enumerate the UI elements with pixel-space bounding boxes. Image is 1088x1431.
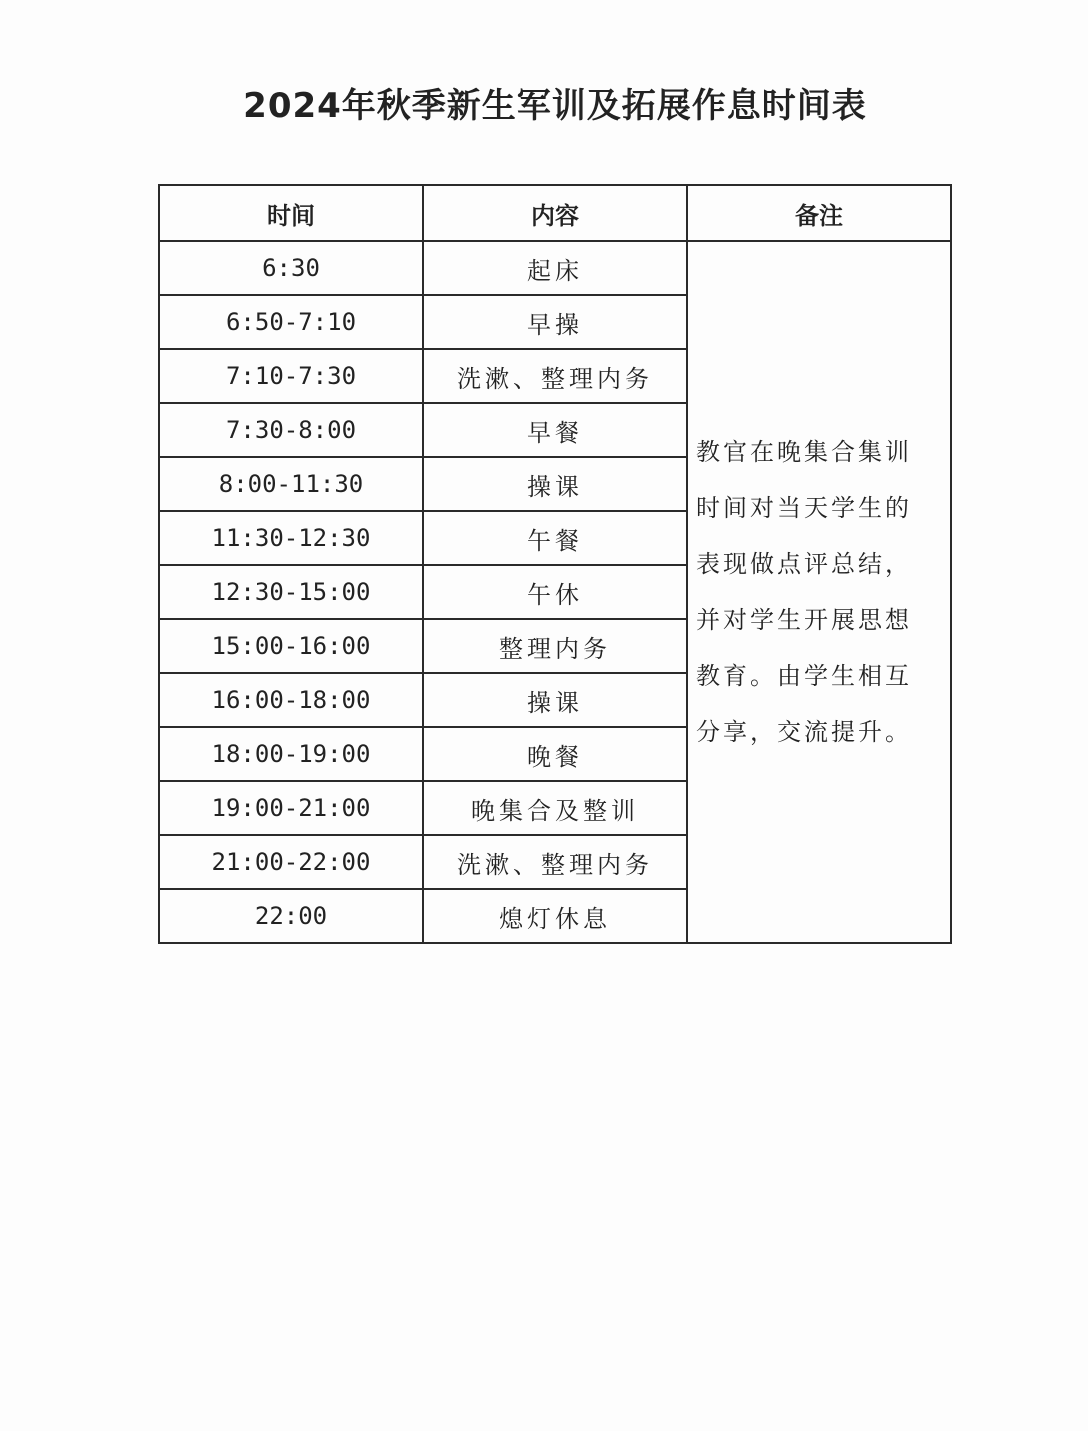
time-cell: 19:00-21:00 — [159, 781, 423, 835]
content-cell: 早操 — [423, 295, 687, 349]
content-cell: 晚集合及整训 — [423, 781, 687, 835]
time-cell: 15:00-16:00 — [159, 619, 423, 673]
time-cell: 6:30 — [159, 241, 423, 295]
content-cell: 晚餐 — [423, 727, 687, 781]
content-cell: 早餐 — [423, 403, 687, 457]
time-cell: 6:50-7:10 — [159, 295, 423, 349]
header-time: 时间 — [159, 185, 423, 241]
content-cell: 洗漱、整理内务 — [423, 349, 687, 403]
content-cell: 操课 — [423, 457, 687, 511]
content-cell: 熄灯休息 — [423, 889, 687, 943]
time-cell: 16:00-18:00 — [159, 673, 423, 727]
time-cell: 12:30-15:00 — [159, 565, 423, 619]
remark-cell — [687, 241, 951, 943]
time-cell: 8:00-11:30 — [159, 457, 423, 511]
header-content: 内容 — [423, 185, 687, 241]
time-cell: 22:00 — [159, 889, 423, 943]
time-cell: 18:00-19:00 — [159, 727, 423, 781]
content-cell: 操课 — [423, 673, 687, 727]
time-cell: 21:00-22:00 — [159, 835, 423, 889]
table-row — [159, 241, 951, 295]
time-cell: 11:30-12:30 — [159, 511, 423, 565]
schedule-table — [158, 184, 952, 944]
time-cell: 7:10-7:30 — [159, 349, 423, 403]
content-cell: 起床 — [423, 241, 687, 295]
time-cell: 7:30-8:00 — [159, 403, 423, 457]
document-title: 2024年秋季新生军训及拓展作息时间表 — [243, 86, 867, 126]
table-header-row — [159, 185, 951, 241]
header-remark: 备注 — [687, 185, 951, 241]
content-cell: 洗漱、整理内务 — [423, 835, 687, 889]
content-cell: 整理内务 — [423, 619, 687, 673]
content-cell: 午休 — [423, 565, 687, 619]
remark-text: 教官在晚集合集训时间对当天学生的表现做点评总结，并对学生开展思想教育。由学生相互分享，交流提升。 — [696, 438, 912, 746]
content-cell: 午餐 — [423, 511, 687, 565]
